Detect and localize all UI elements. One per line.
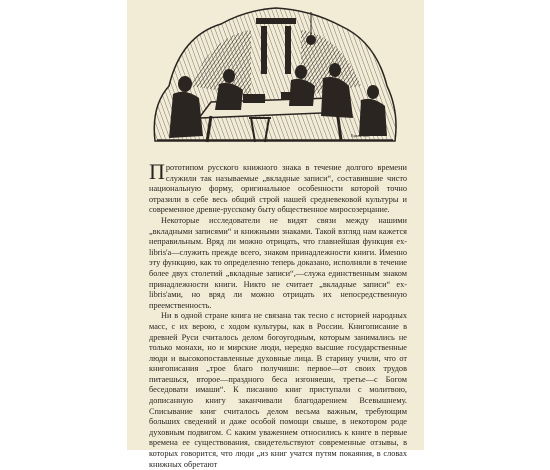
paragraph-2: Некоторые исследователи не видят связи между нашими „вкладными записями“ и книжными знаками. Такой взгляд нам кажется неправильным. Вряд ли можно отрицать, что главнейшая функция ex-libris'a—служить прежде всего, знаком принадлежности книги. Именно эту функцию, как то определенно теперь доказано, исполняли в течение более двух столетий „вкладные записи“,—служа единственным знаком принадлежности книги. Никто не считает „вкладные записи“ ex-libris'ами, но вряд ли можно отрицать их непосредственную преемственность. bbox=[149, 215, 407, 310]
book-page bbox=[127, 0, 424, 469]
paragraph-1-text: рототипом русского книжного знака в течение долгого времени служили так называемые „вкладные записи“, составившие чисто национальную форму, оригинальное особенности которой точно отразили в себе весь общий строй нашей средневековой культуры и современное древне-русскому быту общественное миросозерцание. bbox=[149, 163, 407, 215]
paragraph-3: Ни в одной стране книга не связана так тесно с историей народных масс, с их верою, с ходом культуры, как в России. Книгописание в древней Руси считалось делом богоугодным, которым занимались не только монахи, но и мирские люди, нередко высшие государственные люди и высокопоставленные духовные лица. В старину учили, что от книгописания „трое благо получиши: первое—от своих трудов питаешься, второе—праздного беса изгоняеши, третье—с Богом беседовати имаши“. К писанию книг приступали с молитвою, дописанную книгу заканчивали благодарением Всевышнему. Списывание книг считалось делом весьма важным, требующим больших сведений и даже особой помощи свыше, в некотором роде духовным подвигом. С каким уважением относились к книге в первые времена ее существования, свидетельствуют современные отзывы, в которых говорится, что люди „из книг учатся путям покаяния, в словах книжных обретают bbox=[149, 311, 407, 469]
drop-cap: П bbox=[149, 159, 165, 184]
engraving-signature: Кравченко bbox=[351, 133, 369, 138]
engraving-illustration bbox=[151, 6, 399, 148]
paragraph-1 bbox=[149, 159, 407, 216]
article-text bbox=[149, 159, 407, 470]
